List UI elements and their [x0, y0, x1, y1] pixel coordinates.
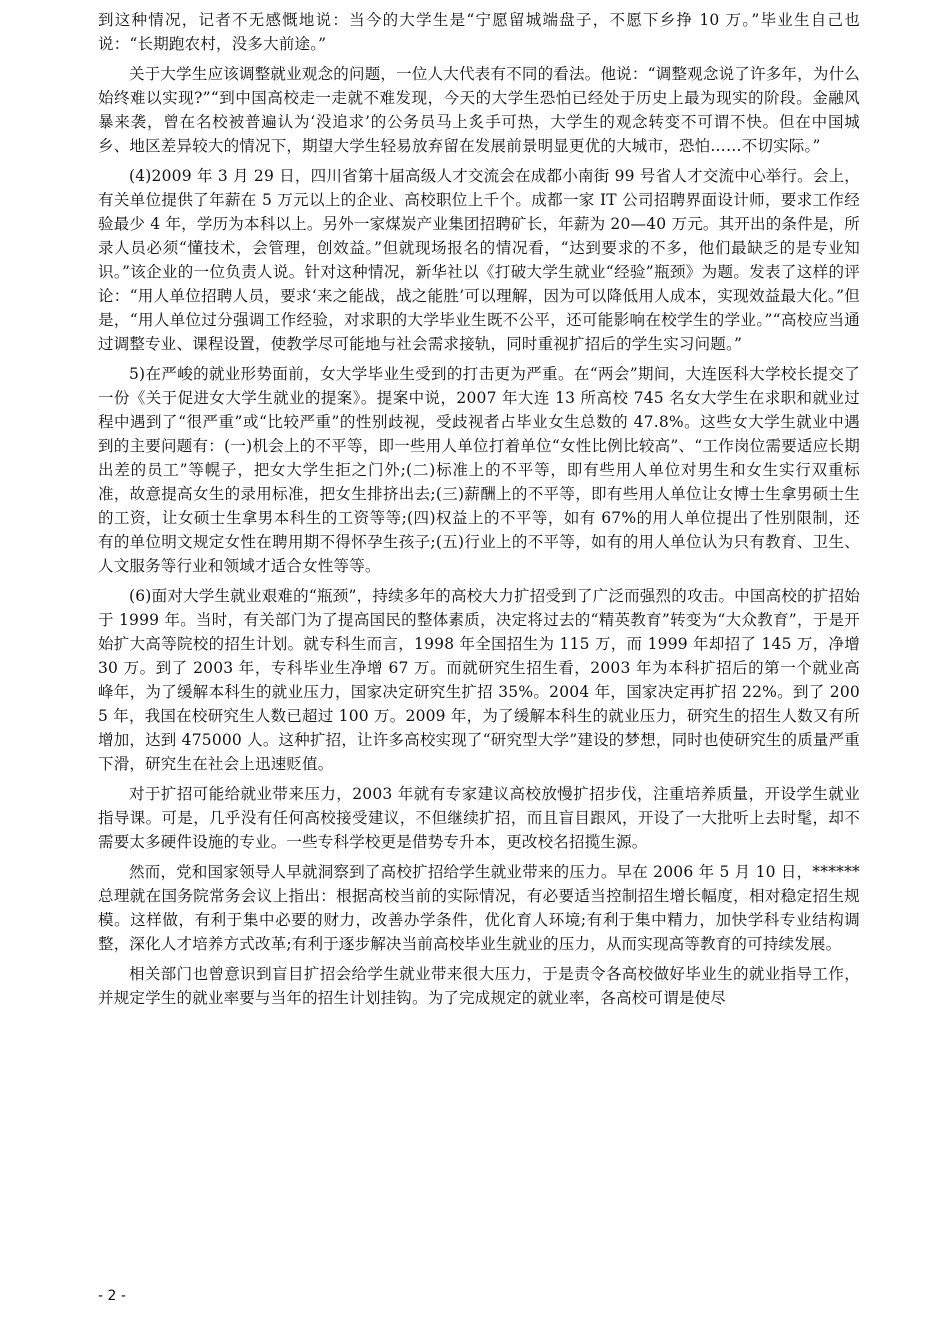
paragraph-item-4: (4)2009 年 3 月 29 日，四川省第十届高级人才交流会在成都小南街 99 号省人才交流中心举行。会上，有关单位提供了年薪在 5 万元以上的企业、高校职位上千个。成都一家 IT 公司招聘界面设计师，要求工作经验最少 4 年，学历为本科以上。另外一家煤炭产业集团招聘矿长，年薪为 20—40 万元。其开出的条件是，所录人员必须“懂技术，会管理，创效益。”但就现场报名的情况看，“达到要求的不多，他们最缺乏的是专业知识。”该企业的一位负责人说。针对这种情况，新华社以《打破大学生就业“经验”瓶颈》为题。发表了这样的评论：“用人单位招聘人员，要求‘来之能战，战之能胜’可以理解，因为可以降低用人成本，实现效益最大化。”但是，“用人单位过分强调工作经验，对求职的大学毕业生既不公平，还可能影响在校学生的学业。”“高校应当通过调整专业、课程设置，使教学尽可能地与社会需求接轨，同时重视扩招后的学生实习问题。” — [98, 167, 860, 353]
paragraph-leadership: 然而，党和国家领导人早就洞察到了高校扩招给学生就业带来的压力。早在 2006 年 5 月 10 日，******总理就在国务院常务会议上指出：根据高校当前的实际情况，有必要适当控制招生增长幅度，相对稳定招生规模。这样做，有利于集中必要的财力，改善办学条件，优化育人环境;有利于集中精力，加快学科专业结构调整，深化人才培养方式改革;有利于逐步解决当前高校毕业生就业的压力，从而实现高等教育的可持续发展。 — [98, 863, 860, 953]
paragraph-employment-concept: 关于大学生应该调整就业观念的问题，一位人大代表有不同的看法。他说：“调整观念说了许多年，为什么始终难以实现?”“到中国高校走一走就不难发现，今天的大学生恐怕已经处于历史上最为现实的阶段。金融风暴来袭，曾在名校被普遍认为‘没追求’的公务员马上炙手可热，大学生的观念转变不可谓不快。但在中国城乡、地区差异较大的情况下，期望大学生轻易放弃留在发展前景明显更优的大城市，恐怕……不切实际。” — [98, 65, 860, 155]
paragraph-item-5: 5)在严峻的就业形势面前，女大学毕业生受到的打击更为严重。在“两会”期间，大连医科大学校长提交了一份《关于促进女大学生就业的提案》。提案中说，2007 年大连 13 所高校 745 名女大学生在求职和就业过程中遇到了“很严重”或“比较严重”的性别歧视，受歧视者占毕业女生总数的 47.8%。这些女大学生就业中遇到的主要问题有：(一)机会上的不平等，即一些用人单位打着单位“女性比例比较高”、“工作岗位需要适应长期出差的员工”等幌子，把女大学生拒之门外;(二)标准上的不平等，即有些用人单位对男生和女生实行双重标准，故意提高女生的录用标准，把女生排挤出去;(三)薪酬上的不平等，即有些用人单位让女博士生拿男硕士生的工资，让女硕士生拿男本科生的工资等等;(四)权益上的不平等，如有 67%的用人单位提出了性别限制，还有的单位明文规定女性在聘用期不得怀孕生孩子;(五)行业上的不平等，如有的用人单位认为只有教育、卫生、人文服务等行业和领域才适合女性等等。 — [98, 365, 860, 575]
page-number: - 2 - — [98, 1288, 126, 1304]
paragraph-continuation: 到这种情况，记者不无感慨地说：当今的大学生是“宁愿留城端盘子，不愿下乡挣 10 万。”毕业生自己也说：“长期跑农村，没多大前途。” — [98, 11, 860, 53]
document-body — [98, 8, 860, 1016]
paragraph-expansion-pressure: 对于扩招可能给就业带来压力，2003 年就有专家建议高校放慢扩招步伐，注重培养质量，开设学生就业指导课。可是，几乎没有任何高校接受建议，不但继续扩招，而且盲目跟风，开设了一大批听上去时髦，却不需要太多硬件设施的专业。一些专科学校更是借势专升本，更改校名招揽生源。 — [98, 785, 860, 851]
paragraph-item-6: (6)面对大学生就业艰难的“瓶颈”，持续多年的高校大力扩招受到了广泛而强烈的攻击。中国高校的扩招始于 1999 年。当时，有关部门为了提高国民的整体素质，决定将过去的“精英教育”转变为“大众教育”，于是开始扩大高等院校的招生计划。就专科生而言，1998 年全国招生为 115 万，而 1999 年却招了 145 万，净增 30 万。到了 2003 年，专科毕业生净增 67 万。而就研究生招生看，2003 年为本科扩招后的第一个就业高峰年，为了缓解本科生的就业压力，国家决定研究生扩招 35%。2004 年，国家决定再扩招 22%。到了 2005 年，我国在校研究生人数已超过 100 万。2009 年，为了缓解本科生的就业压力，研究生的招生人数又有所增加，达到 475000 人。这种扩招，让许多高校实现了“研究型大学”建设的梦想，同时也使研究生的质量严重下滑，研究生在社会上迅速贬值。 — [98, 587, 860, 773]
paragraph-departments: 相关部门也曾意识到盲目扩招会给学生就业带来很大压力，于是责令各高校做好毕业生的就业指导工作，并规定学生的就业率要与当年的招生计划挂钩。为了完成规定的就业率，各高校可谓是使尽 — [98, 965, 860, 1007]
